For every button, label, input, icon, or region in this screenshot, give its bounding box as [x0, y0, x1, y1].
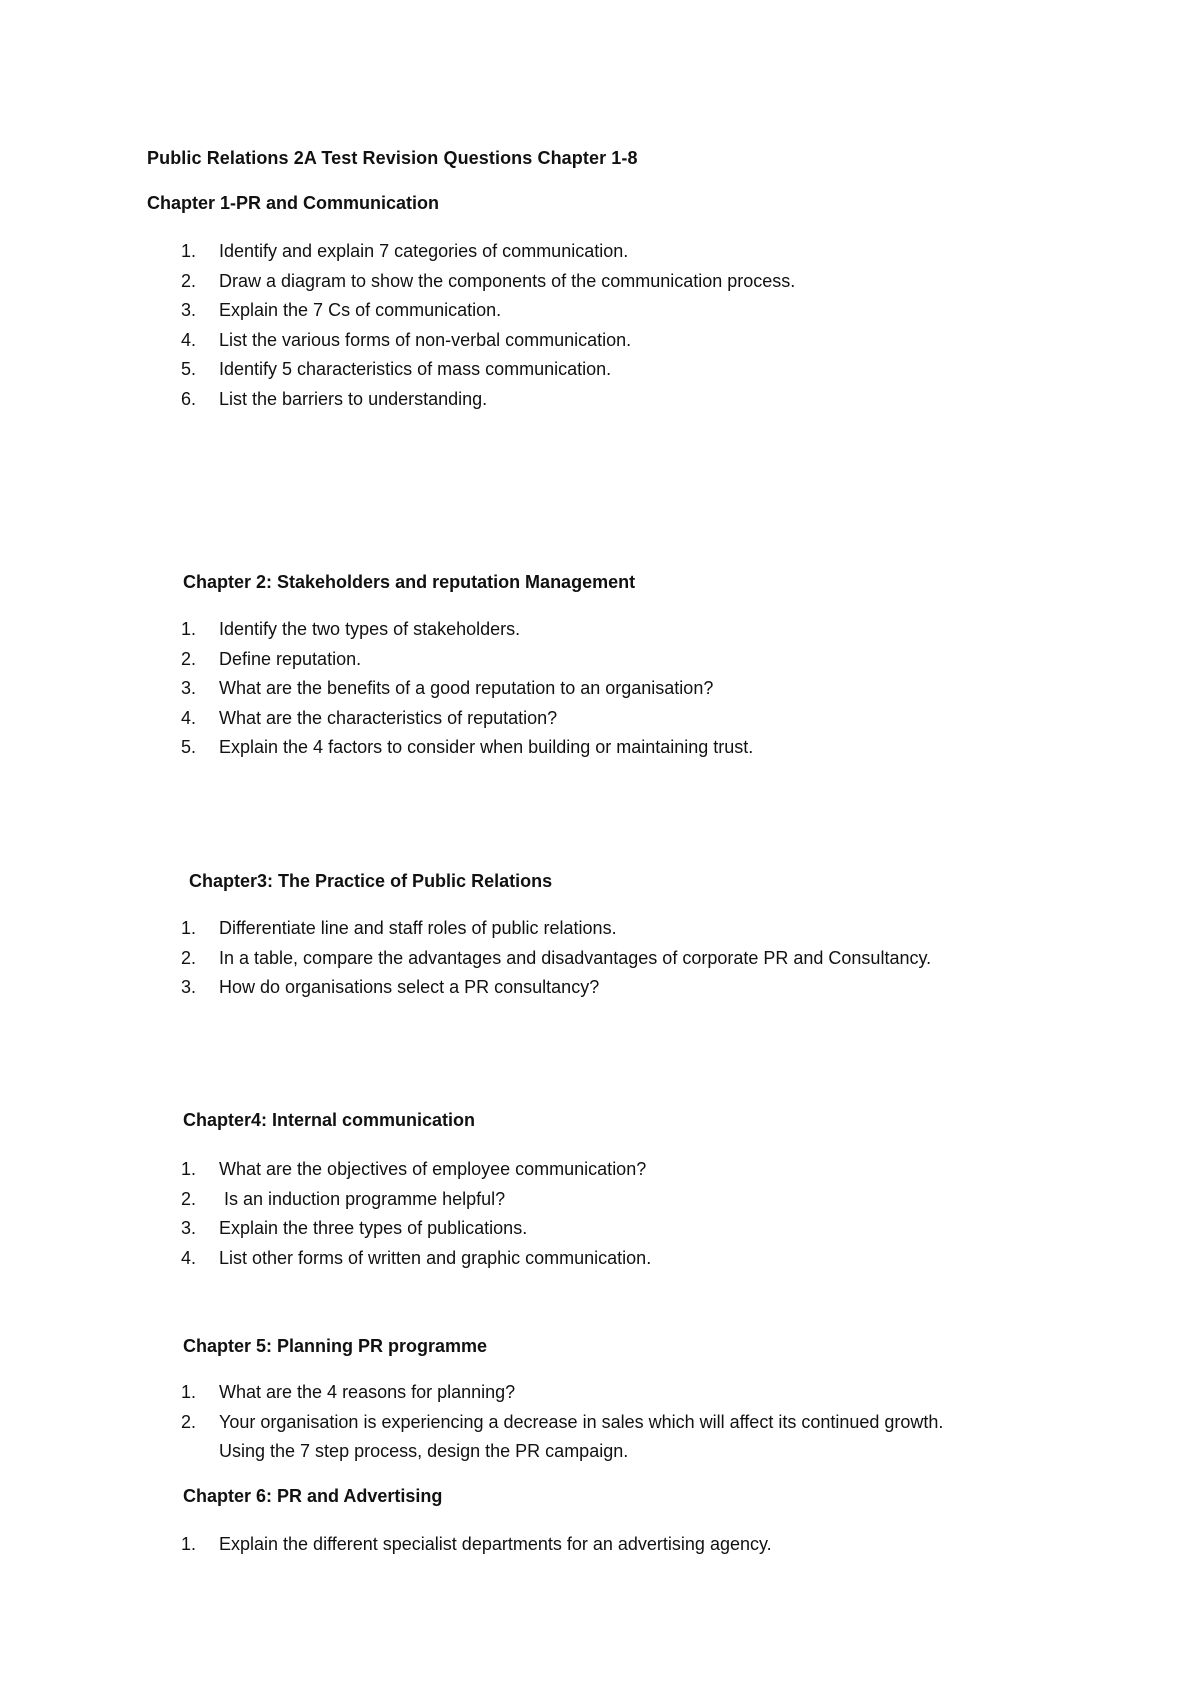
list-item: 3. What are the benefits of a good reputation to an organisation? [181, 678, 714, 698]
list-item: 1. Identify and explain 7 categories of communication. [181, 241, 629, 261]
list-item: 4. List the various forms of non-verbal communication. [181, 329, 632, 350]
chapter-6-heading: Chapter 6: PR and Advertising [183, 1486, 443, 1506]
chapter-5-questions [181, 1378, 943, 1467]
list-item: 3. How do organisations select a PR consultancy? [181, 977, 600, 997]
list-item: 3. Explain the three types of publications. [181, 1218, 528, 1238]
chapter-3-heading: Chapter3: The Practice of Public Relations [189, 871, 553, 891]
list-item: 1. Identify the two types of stakeholders. [181, 619, 521, 639]
chapter-4-questions [181, 1155, 651, 1273]
chapter-1-heading: Chapter 1-PR and Communication [147, 193, 440, 213]
list-item: 1. Explain the different specialist departments for an advertising agency. [181, 1534, 772, 1554]
chapter-1-questions [181, 237, 795, 414]
list-item-continuation: Using the 7 step process, design the PR campaign. [219, 1441, 629, 1461]
list-item: 2. In a table, compare the advantages and disadvantages of corporate PR and Consultancy. [181, 947, 932, 968]
list-item: 4. List other forms of written and graphic communication. [181, 1247, 652, 1268]
list-item: 1. Differentiate line and staff roles of public relations. [181, 918, 617, 938]
chapter-2-questions [181, 615, 753, 763]
chapter-3-questions [181, 914, 931, 1003]
chapter-4-heading: Chapter4: Internal communication [183, 1110, 476, 1130]
list-item: 2. Draw a diagram to show the components of the communication process. [181, 270, 796, 291]
document-title: Public Relations 2A Test Revision Questions Chapter 1-8 [147, 148, 638, 168]
list-item: 1. What are the 4 reasons for planning? [181, 1382, 516, 1402]
list-item: 2. Your organisation is experiencing a decrease in sales which will affect its continued growth. Using the 7 step process, design the PR campaign. [181, 1408, 943, 1467]
list-item: 1. What are the objectives of employee communication? [181, 1159, 647, 1179]
list-item: 2. Define reputation. [181, 648, 362, 669]
list-item: 6. List the barriers to understanding. [181, 388, 488, 409]
list-item: 3. Explain the 7 Cs of communication. [181, 300, 502, 320]
list-item: 2. Is an induction programme helpful? [181, 1188, 506, 1209]
list-item: 5. Identify 5 characteristics of mass communication. [181, 359, 612, 379]
chapter-6-questions [181, 1530, 772, 1560]
list-item: 5. Explain the 4 factors to consider when building or maintaining trust. [181, 737, 754, 757]
chapter-5-heading: Chapter 5: Planning PR programme [183, 1336, 488, 1356]
list-item: 4. What are the characteristics of reputation? [181, 707, 558, 728]
chapter-2-heading: Chapter 2: Stakeholders and reputation Management [183, 572, 636, 592]
